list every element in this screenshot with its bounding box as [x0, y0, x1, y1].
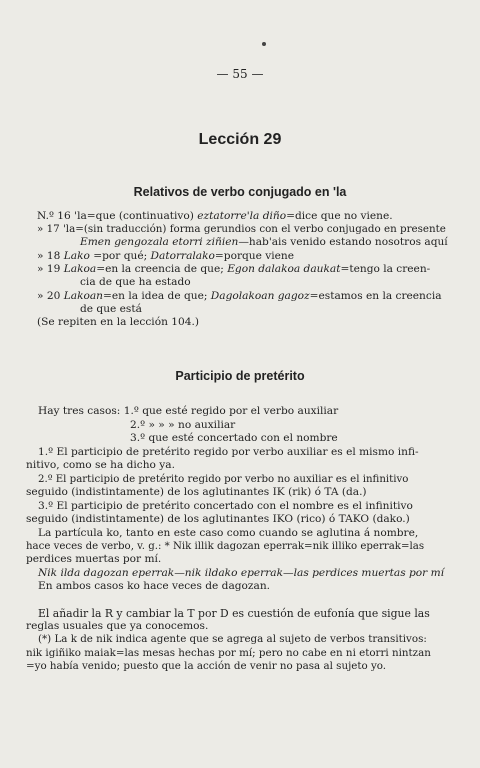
- footnote-1: (*) La k de nik indica agente que se agrega al sujeto de verbos transitivos:: [38, 633, 427, 645]
- item-translation: —hab'ais venido estando nosotros aquí: [238, 236, 448, 248]
- paragraph-5: Nik ilda dagozan eperrak—nik ildako eperrak—las perdices muertas por mí: [38, 567, 445, 579]
- footnote-2: nik igiñiko maiak=las mesas hechas por mí; pero no cabe en ni etorri nintzan: [26, 647, 431, 659]
- relative-17: [37, 223, 446, 236]
- item-text: 'la=(sin traducción) forma gerundios con el verbo conjugado en presente: [59, 223, 446, 235]
- paragraph-1-cont: nitivo, como se ha dicho ya.: [26, 459, 175, 471]
- section-title-relatives: Relativos de verbo conjugado en 'la: [133, 185, 347, 199]
- relative-20: » 20 Lakoan=en la idea de que; Dagolakoan gagoz=estamos en la creencia: [37, 290, 442, 302]
- paragraph-3-cont: seguido (indistintamente) de los aglutinantes IKO (rico) ó TAKO (dako.): [26, 513, 410, 525]
- relative-19: » 19 Lakoa=en la creencia de que; Egon dalakoa daukat=tengo la creen-: [37, 263, 431, 275]
- relative-20-cont: de que está: [80, 303, 142, 315]
- paragraph-4-cont: hace veces de verbo, v. g.: * Nik illik dagozan eperrak=nik illiko eperrak=las: [26, 541, 425, 552]
- paragraph-5-cont: En ambos casos ko hace veces de dagozan.: [38, 580, 271, 592]
- repeat-note: (Se repiten en la lección 104.): [37, 316, 199, 328]
- relative-17-example: [80, 236, 448, 249]
- ink-dot: [262, 42, 266, 46]
- relative-16: [37, 210, 393, 223]
- item-example: Emen gengozala etorri ziñien: [80, 236, 239, 248]
- item-text: 'la=que (continuativo): [70, 210, 198, 222]
- item-mark: N.º 16: [37, 210, 71, 222]
- paragraph-6-cont: reglas usuales que ya conocemos.: [26, 620, 209, 632]
- item-mark: » 17: [37, 223, 60, 235]
- item-example: eztatorre'la diño: [197, 210, 287, 222]
- paragraph-6: El añadir la R y cambiar la T por D es cuestión de eufonía que sigue las: [38, 607, 430, 620]
- section-title-participle: Participio de pretérito: [175, 369, 305, 383]
- paragraph-4-end: perdices muertas por mí.: [26, 553, 162, 565]
- paragraph-2: 2.º El participio de pretérito regido por verbo no auxiliar es el infinitivo: [38, 474, 409, 485]
- lesson-title: Lección 29: [198, 131, 282, 148]
- paragraph-4: La partícula ko, tanto en este caso como cuando se aglutina á nombre,: [38, 527, 419, 539]
- cases-line-2: 2.º » » » no auxiliar: [130, 419, 236, 431]
- cases-line-3: 3.º que esté concertado con el nombre: [130, 432, 338, 444]
- cases-line-1: Hay tres casos: 1.º que esté regido por el verbo auxiliar: [38, 405, 339, 417]
- paragraph-3: 3.º El participio de pretérito concertado con el nombre es el infinitivo: [38, 500, 413, 512]
- footnote-3: =yo había venido; puesto que la acción de venir no pasa al sujeto yo.: [26, 660, 387, 672]
- item-translation: =dice que no viene.: [286, 210, 393, 222]
- page-number: — 55 —: [216, 67, 264, 81]
- relative-18: » 18 Lako =por qué; Datorralako=porque viene: [37, 250, 294, 262]
- paragraph-2-cont: seguido (indistintamente) de los aglutinantes IK (rik) ó TA (da.): [26, 486, 367, 498]
- relative-19-cont: cia de que ha estado: [80, 276, 191, 288]
- paragraph-1: 1.º El participio de pretérito regido por verbo auxiliar es el mismo infi-: [38, 446, 419, 458]
